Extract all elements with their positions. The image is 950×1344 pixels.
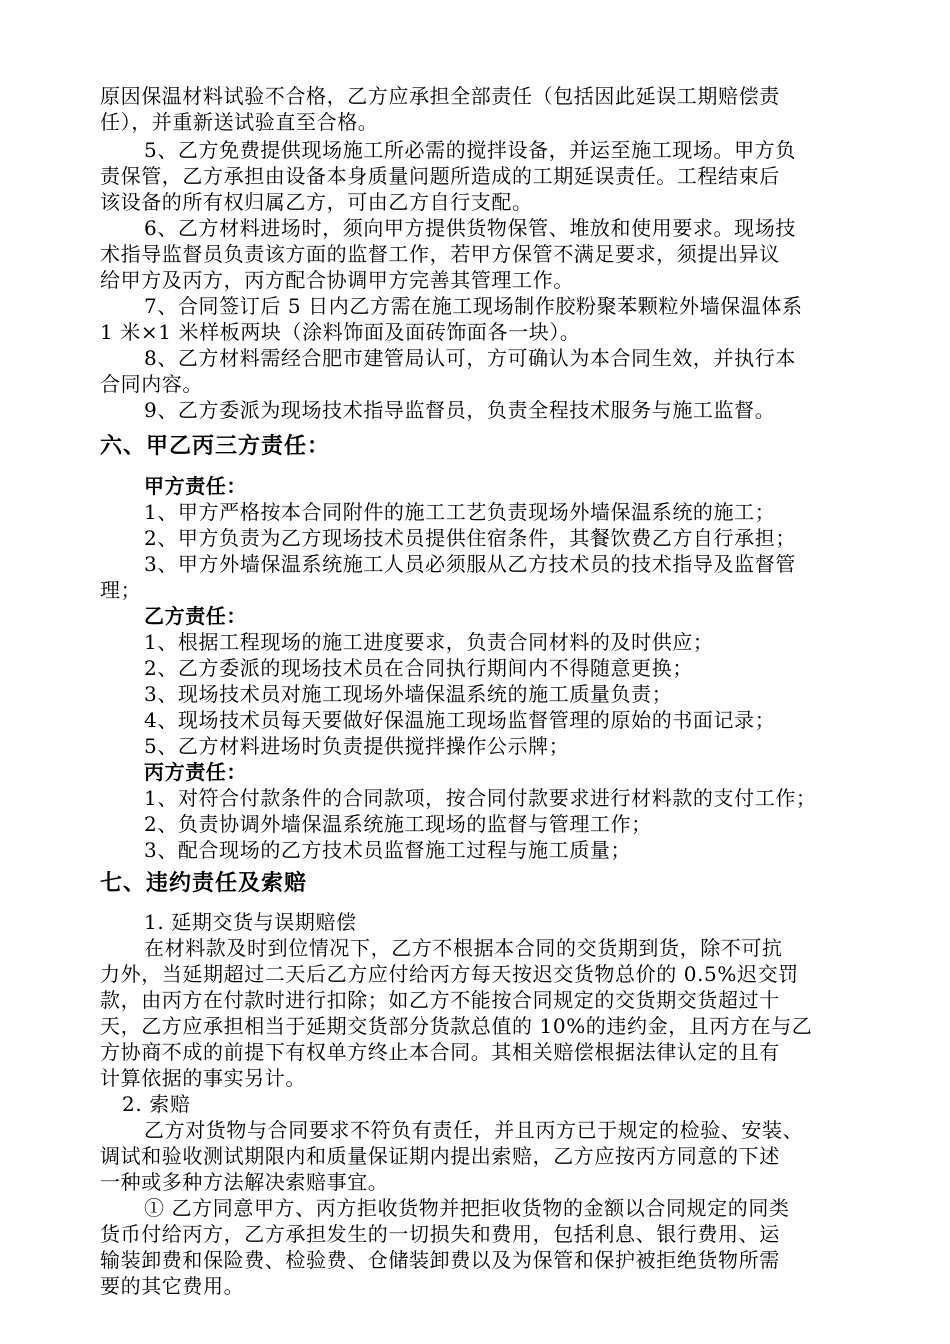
party-a-line-3: 3、甲方外墙保温系统施工人员必须服从乙方技术员的技术指导及监督管 (144, 552, 796, 576)
intro-line-1: 原因保温材料试验不合格，乙方应承担全部责任（包括因此延误工期赔偿责 (100, 84, 780, 108)
item-6-line-1: 6、乙方材料进场时，须向甲方提供货物保管、堆放和使用要求。现场技 (144, 216, 796, 240)
item-5-line-2: 责保管，乙方承担由设备本身质量问题所造成的工期延误责任。工程结束后 (100, 164, 780, 188)
item-9-line-1: 9、乙方委派为现场技术指导监督员，负责全程技术服务与施工监督。 (144, 398, 776, 422)
para-3-line-1: ① 乙方同意甲方、丙方拒收货物并把拒收货物的金额以合同规定的同类 (144, 1196, 790, 1220)
party-b-line-3: 3、现场技术员对施工现场外墙保温系统的施工质量负责； (144, 682, 673, 706)
item-7-line-1: 7、合同签订后 5 日内乙方需在施工现场制作胶粉聚苯颗粒外墙保温体系 (144, 294, 803, 318)
para-1-line-2: 力外，当延期超过二天后乙方应付给丙方每天按迟交货物总价的 0.5%迟交罚 (100, 962, 799, 986)
item-6-line-2: 术指导监督员负责该方面的监督工作，若甲方保管不满足要求，须提出异议 (100, 242, 780, 266)
para-2-line-2: 调试和验收测试期限内和质量保证期内提出索赔，乙方应按丙方同意的下述 (100, 1144, 780, 1168)
party-b-line-1: 1、根据工程现场的施工进度要求，负责合同材料的及时供应； (144, 630, 714, 654)
item-5-line-1: 5、乙方免费提供现场施工所必需的搅拌设备，并运至施工现场。甲方负 (144, 138, 796, 162)
item-5-line-3: 该设备的所有权归属乙方，可由乙方自行支配。 (100, 190, 533, 214)
party-c-title: 丙方责任： (144, 760, 247, 784)
section-7-heading: 七、违约责任及索赔 (100, 871, 308, 896)
subsection-1-title: 1. 延期交货与误期赔偿 (144, 910, 357, 934)
para-1-line-1: 在材料款及时到位情况下，乙方不根据本合同的交货期到货，除不可抗 (144, 936, 783, 960)
item-8-line-2: 合同内容。 (100, 372, 203, 396)
party-a-title: 甲方责任： (144, 474, 247, 498)
item-7-line-2: 1 米×1 米样板两块（涂料饰面及面砖饰面各一块）。 (100, 320, 581, 344)
intro-line-2: 任），并重新送试验直至合格。 (100, 110, 379, 134)
para-3-line-2: 货币付给丙方，乙方承担发生的一切损失和费用，包括利息、银行费用、运 (100, 1222, 780, 1246)
party-c-line-1: 1、对符合付款条件的合同款项，按合同付款要求进行材料款的支付工作； (144, 786, 817, 810)
item-6-line-3: 给甲方及丙方，丙方配合协调甲方完善其管理工作。 (100, 268, 574, 292)
section-6-heading: 六、甲乙丙三方责任： (100, 434, 331, 459)
para-2-line-1: 乙方对货物与合同要求不符负有责任，并且丙方已于规定的检验、安装、 (144, 1118, 804, 1142)
party-b-title: 乙方责任： (144, 604, 247, 628)
para-1-line-6: 计算依据的事实另计。 (100, 1066, 306, 1090)
subsection-2-title: 2. 索赔 (122, 1092, 191, 1116)
party-c-line-3: 3、配合现场的乙方技术员监督施工过程与施工质量； (144, 838, 632, 862)
para-1-line-4: 天，乙方应承担相当于延期交货部分货款总值的 10%的违约金，且丙方在与乙 (100, 1014, 813, 1038)
para-1-line-5: 方协商不成的前提下有权单方终止本合同。其相关赔偿根据法律认定的且有 (100, 1040, 780, 1064)
para-3-line-3: 输装卸费和保险费、检验费、仓储装卸费以及为保管和保护被拒绝货物所需 (100, 1248, 780, 1272)
party-b-line-2: 2、乙方委派的现场技术员在合同执行期间内不得随意更换； (144, 656, 693, 680)
para-2-line-3: 一种或多种方法解决索赔事宜。 (100, 1170, 389, 1194)
party-b-line-5: 5、乙方材料进场时负责提供搅拌操作公示牌； (144, 734, 570, 758)
party-a-line-1: 1、甲方严格按本合同附件的施工工艺负责现场外墙保温系统的施工； (144, 500, 776, 524)
party-a-line-2: 2、甲方负责为乙方现场技术员提供住宿条件，其餐饮费乙方自行承担； (144, 526, 796, 550)
party-b-line-4: 4、现场技术员每天要做好保温施工现场监督管理的原始的书面记录； (144, 708, 776, 732)
item-8-line-1: 8、乙方材料需经合肥市建管局认可，方可确认为本合同生效，并执行本 (144, 346, 796, 370)
para-1-line-3: 款，由丙方在付款时进行扣除；如乙方不能按合同规定的交货期交货超过十 (100, 988, 780, 1012)
party-c-line-2: 2、负责协调外墙保温系统施工现场的监督与管理工作； (144, 812, 652, 836)
para-3-line-4: 要的其它费用。 (100, 1274, 245, 1298)
party-a-line-4: 理； (100, 578, 142, 602)
